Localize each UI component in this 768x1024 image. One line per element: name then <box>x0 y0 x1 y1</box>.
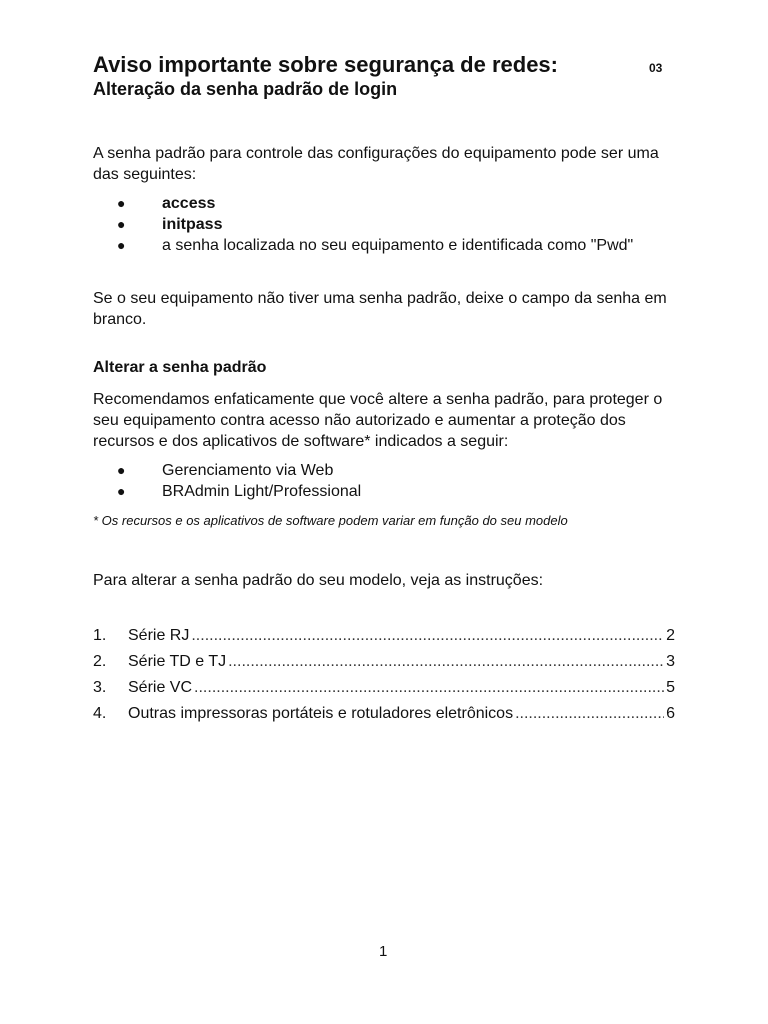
toc-leader <box>194 677 664 698</box>
toc-leader <box>228 651 664 672</box>
list-item <box>93 235 683 256</box>
toc-entry[interactable] <box>93 703 675 729</box>
toc-leader <box>191 625 664 646</box>
bullet-icon: ● <box>117 483 126 499</box>
bullet-icon: ● <box>117 237 126 253</box>
bullet-icon: ● <box>117 216 126 232</box>
toc-entry[interactable] <box>93 677 675 703</box>
page-number: 1 <box>379 943 388 960</box>
bullet-icon: ● <box>117 462 126 478</box>
default-password-list <box>93 193 683 256</box>
toc-number: 1. <box>93 627 107 644</box>
section-heading: Alterar a senha padrão <box>93 359 267 376</box>
list-item <box>93 193 683 214</box>
page-subtitle: Alteração da senha padrão de login <box>93 79 398 99</box>
toc-label[interactable]: Outras impressoras portáteis e rotuladores eletrônicos <box>128 705 514 722</box>
toc-number: 4. <box>93 705 107 722</box>
recommendation-paragraph: Recomendamos enfaticamente que você altere a senha padrão, para proteger o seu equipamento contra acesso não autorizado e aumentar a proteção dos recursos e dos aplicativos de software* indicados a seguir: <box>93 391 663 450</box>
password-option: initpass <box>162 216 223 233</box>
toc-entry[interactable] <box>93 651 675 677</box>
toc-label[interactable]: Série VC <box>128 679 193 696</box>
bullet-icon: ● <box>117 195 126 211</box>
instructions-paragraph: Para alterar a senha padrão do seu modelo, veja as instruções: <box>93 572 544 589</box>
blank-password-note: Se o seu equipamento não tiver uma senha padrão, deixe o campo da senha em branco. <box>93 290 667 328</box>
toc-page: 6 <box>666 705 675 722</box>
list-item <box>93 481 683 502</box>
toc-label[interactable]: Série RJ <box>128 627 190 644</box>
version-number: 03 <box>649 61 663 75</box>
toc-entry[interactable] <box>93 625 675 651</box>
toc-page: 3 <box>666 653 675 670</box>
toc-number: 3. <box>93 679 107 696</box>
toc-page: 2 <box>666 627 675 644</box>
software-item: Gerenciamento via Web <box>162 462 334 479</box>
password-option: a senha localizada no seu equipamento e identificada como "Pwd" <box>162 237 634 254</box>
page-title: Aviso importante sobre segurança de redes: <box>93 52 558 77</box>
toc-number: 2. <box>93 653 107 670</box>
toc-leader <box>515 703 664 724</box>
list-item <box>93 214 683 235</box>
intro-paragraph: A senha padrão para controle das configurações do equipamento pode ser uma das seguintes: <box>93 145 659 183</box>
list-item <box>93 460 683 481</box>
toc-page: 5 <box>666 679 675 696</box>
table-of-contents <box>93 625 675 729</box>
password-option: access <box>162 195 216 212</box>
footnote: * Os recursos e os aplicativos de software podem variar em função do seu modelo <box>93 513 568 528</box>
toc-label[interactable]: Série TD e TJ <box>128 653 227 670</box>
software-list <box>93 460 683 502</box>
software-item: BRAdmin Light/Professional <box>162 483 362 500</box>
